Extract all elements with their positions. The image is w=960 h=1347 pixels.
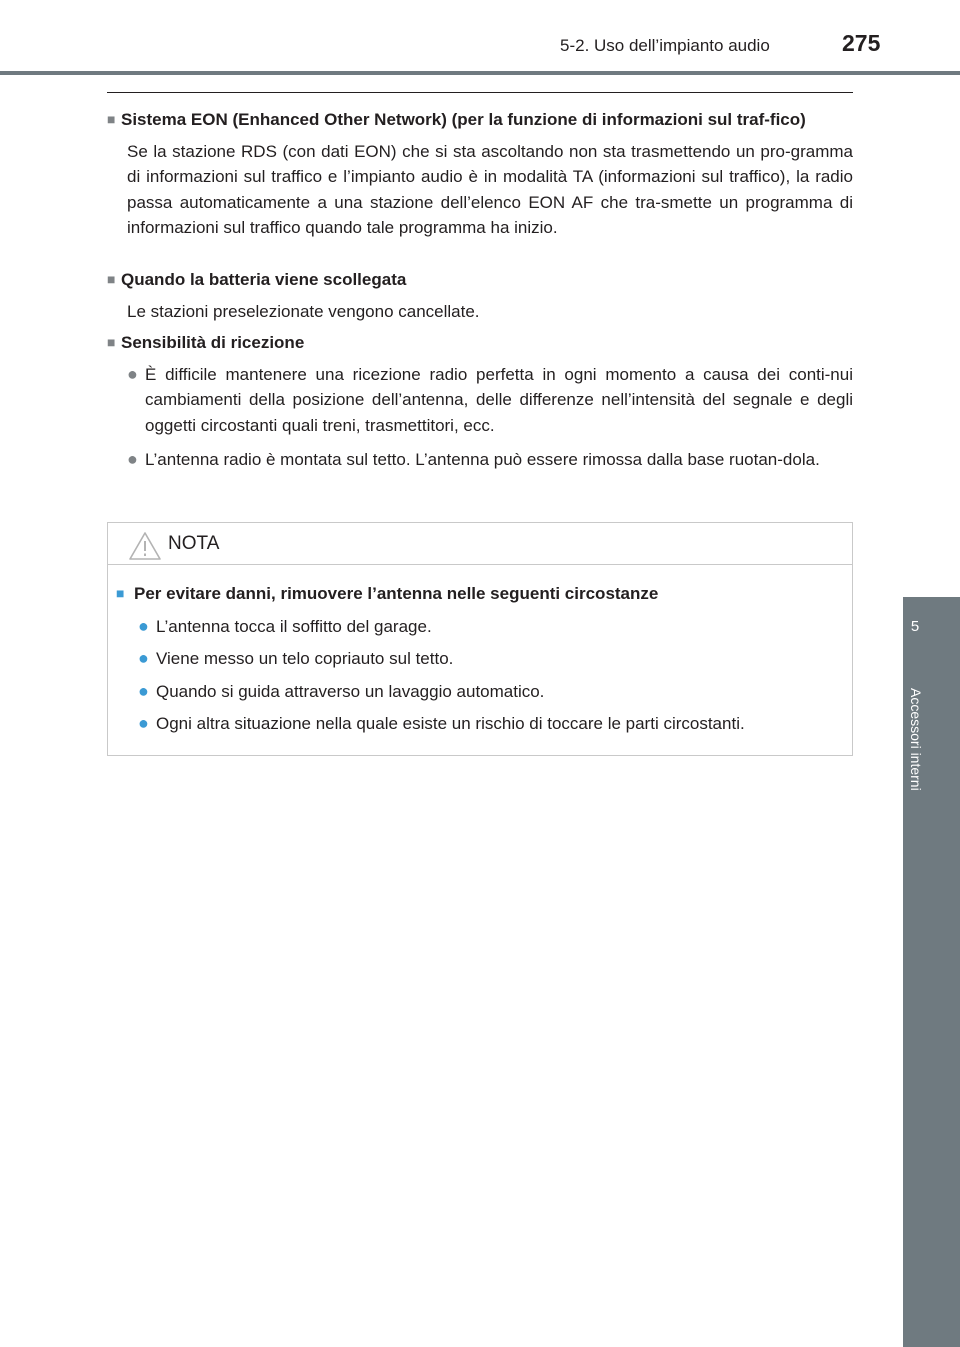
note-box [107,522,853,756]
chapter-label: Accessori interni [908,688,924,791]
section-eon [107,107,853,241]
chapter-number: 5 [910,618,920,635]
chapter-tab [903,597,960,679]
section-heading: Sensibilità di ricezione [121,333,305,352]
page-number: 275 [842,30,881,56]
list-item: ● È difficile mantenere una ricezione radio perfetta in ogni momento a causa dei conti-nui cambiamenti della posizione dell’antenna, delle differenze nell’intensità del segnale e degli oggetti circostanti quali treni, trasmettitori, ecc. [127,362,853,439]
list-item: ● L’antenna tocca il soffitto del garage. [138,614,836,640]
square-icon: ■ [107,111,116,127]
note-body [116,581,836,737]
list-item: ● Viene messo un telo copriauto sul tetto. [138,646,836,672]
section-battery [107,267,853,324]
circle-bullet-icon: ● [138,713,149,733]
content-top-rule [107,92,853,93]
note-header [108,523,852,565]
warning-triangle-icon [128,531,162,561]
square-icon: ■ [107,334,116,350]
circle-bullet-icon: ● [138,680,149,701]
note-heading: Per evitare danni, rimuovere l’antenna nelle seguenti circostanze [134,584,659,603]
square-icon: ■ [116,585,125,601]
square-icon: ■ [107,271,116,287]
note-title: NOTA [168,533,220,554]
circle-bullet-icon: ● [127,363,138,384]
circle-bullet-icon: ● [127,449,138,469]
section-heading: Quando la batteria viene scollegata [121,270,407,289]
section-paragraph: Se la stazione RDS (con dati EON) che si sta ascoltando non sta trasmettendo un pro-gramma di informazioni sul traffico e l’impianto audio è in modalità TA (informazioni sul traffico), la radio passa automaticamente a una stazione dell’elenco EON AF che tra-smette un programma di informazioni sul traffico quando tale programma ha inizio. [127,141,853,237]
header-section-title: 5-2. Uso dell’impianto audio [560,36,770,55]
list-item: ● Ogni altra situazione nella quale esiste un rischio di toccare le parti circostanti. [138,711,836,737]
circle-bullet-icon: ● [138,648,149,668]
section-reception [107,330,853,473]
section-heading: Sistema EON (Enhanced Other Network) (per la funzione di informazioni sul traf-fico) [121,110,806,129]
section-paragraph: Le stazioni preselezionate vengono cancellate. [127,301,480,321]
list-item: ● Quando si guida attraverso un lavaggio automatico. [138,679,836,705]
list-item: ● L’antenna radio è montata sul tetto. L’antenna può essere rimossa dalla base ruotan-dola. [127,447,853,473]
circle-bullet-icon: ● [138,615,149,636]
header-rule [0,71,960,75]
